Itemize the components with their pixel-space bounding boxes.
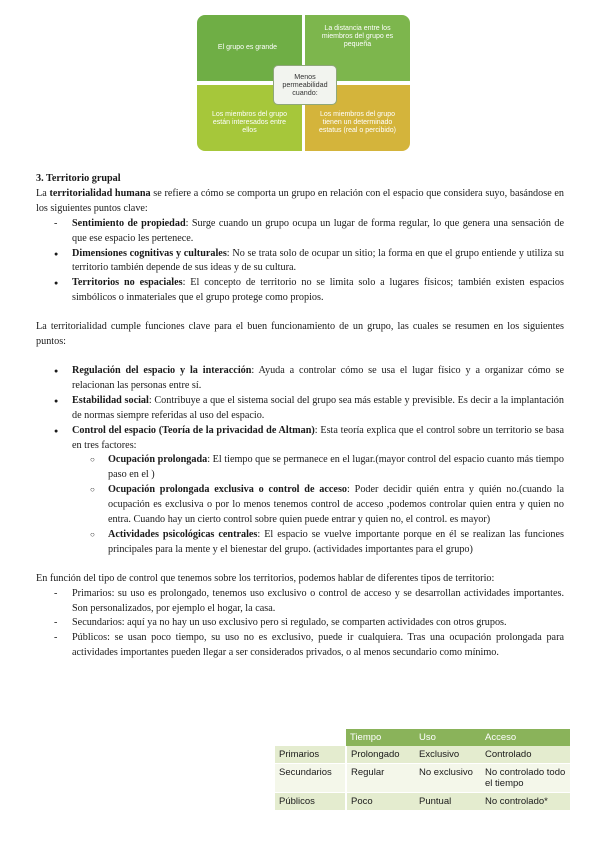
- document-body: [36, 172, 564, 661]
- list-item: ○ Actividades psicológicas centrales: El espacio se vuelve importante porque en él se realizan las funciones principales para la mente y el bienestar del grupo. (actividades importantes para el grupo): [36, 528, 564, 558]
- list-item: - Secundarios: aquí ya no hay un uso exclusivo pero si regulado, se comparten actividades con otros grupos.: [36, 616, 564, 631]
- territory-types-list: [36, 587, 564, 662]
- list-item: - Primarios: su uso es prolongado, tenemos uso exclusivo o control de acceso y se desarrollan actividades importantes. Son personalizados, por ejemplo el hogar, la casa.: [36, 587, 564, 617]
- types-intro: En función del tipo de control que tenemos sobre los territorios, podemos hablar de diferentes tipos de territorio:: [36, 572, 495, 584]
- column-header-acceso: Acceso: [481, 729, 570, 746]
- table-row: Públicos Poco Puntual No controlado*: [275, 793, 570, 811]
- column-header-uso: Uso: [415, 729, 481, 746]
- list-item: ○ Ocupación prolongada: El tiempo que se permanece en el lugar.(mayor control del espacio cuanto más tiempo paso en el ): [36, 453, 564, 483]
- table-header-row: [275, 729, 570, 746]
- table-row: Secundarios Regular No exclusivo No controlado todo el tiempo: [275, 764, 570, 793]
- list-item: ● Dimensiones cognitivas y culturales: No se trata solo de ocupar un sitio; la forma en que el grupo entiende y utiliza su territorio también depende de sus ideas y de su cultura.: [36, 247, 564, 277]
- intro-paragraph: La territorialidad humana se refiere a cómo se comporta un grupo en relación con el espacio que considera suyo, basándose en los siguientes puntos clave:: [36, 187, 565, 214]
- column-header-tiempo: Tiempo: [346, 729, 415, 746]
- list-item: - Públicos: se usan poco tiempo, su uso no es exclusivo, puede ir cualquiera. Tras una ocupación prolongada para actividades importantes pueden llegar a ser considerados privados, o al menos secundario como mínimo.: [36, 631, 564, 661]
- list-item: ○ Ocupación prolongada exclusiva o control de acceso: Poder decidir quién entra y quién no.(cuando la ocupación es exclusiva o por lo menos tenemos control de acceso ,podemos controlar quien entra y quien no entra. Cuando hay un cierto control sobre quien puede entrar y quien no, el control. es mayor): [36, 483, 564, 528]
- section-heading: 3. Territorio grupal: [36, 173, 121, 184]
- territory-types-table: [275, 729, 570, 811]
- key-points-list: [36, 217, 564, 247]
- list-item: ● Regulación del espacio y la interacción: Ayuda a controlar cómo se usa el lugar físico y a organizar cómo se relacionan las personas entre sí.: [36, 364, 564, 394]
- diagram-center-label: Menos permeabilidad cuando:: [273, 65, 337, 105]
- list-item: ● Control del espacio (Teoría de la privacidad de Altman): Esta teoría explica que el control sobre un territorio se basa en tres factores: ○ Ocupación prolongada: El tiempo que se permanece en el lugar.(mayor control del espacio cuanto más tiempo paso en el ) ○ Ocupación prolongada exclusiva o control de acceso: Poder decidir quién entra y quién no.(cuando la ocupación es exclusiva o por lo menos tenemos control de acceso ,podemos controlar quien entra y quien no entra. Cuando hay un cierto control sobre quien puede entrar y quien no, el control. es mayor) ○ Actividades psicológicas centrales: El espacio se vuelve importante porque en él se realizan las funciones principales para la mente y el bienestar del grupo. (actividades importantes para el grupo): [36, 424, 564, 558]
- list-item: ● Territorios no espaciales: El concepto de territorio no se limita solo a lugares físicos; también existen espacios simbólicos o inmateriales que el grupo protege como propios.: [36, 276, 564, 306]
- table-row: Primarios Prolongado Exclusivo Controlado: [275, 746, 570, 764]
- list-item: - Sentimiento de propiedad: Surge cuando un grupo ocupa un lugar de forma regular, lo que genera una sensación de que ese espacio les pertenece.: [36, 217, 564, 247]
- functions-list: [36, 364, 564, 558]
- permeability-diagram: [197, 15, 411, 151]
- key-points-list-bullets: [36, 247, 564, 307]
- diagram-quadrant-large-group: El grupo es grande: [197, 15, 302, 81]
- diagram-quadrant-small-distance: La distancia entre los miembros del grupo es pequeña: [305, 15, 410, 81]
- factors-list: [36, 453, 564, 557]
- diagram-quadrant-status: Los miembros del grupo tienen un determinado estatus (real o percibido): [305, 85, 410, 151]
- diagram-quadrant-interested-members: Los miembros del grupo están interesados entre ellos: [197, 85, 302, 151]
- list-item: ● Estabilidad social: Contribuye a que el sistema social del grupo sea más estable y previsible. Es decir a la implantación de normas siempre referidas al uso del espacio.: [36, 394, 564, 424]
- functions-intro: La territorialidad cumple funciones clave para el buen funcionamiento de un grupo, las cuales se resumen en los siguientes puntos:: [36, 321, 564, 348]
